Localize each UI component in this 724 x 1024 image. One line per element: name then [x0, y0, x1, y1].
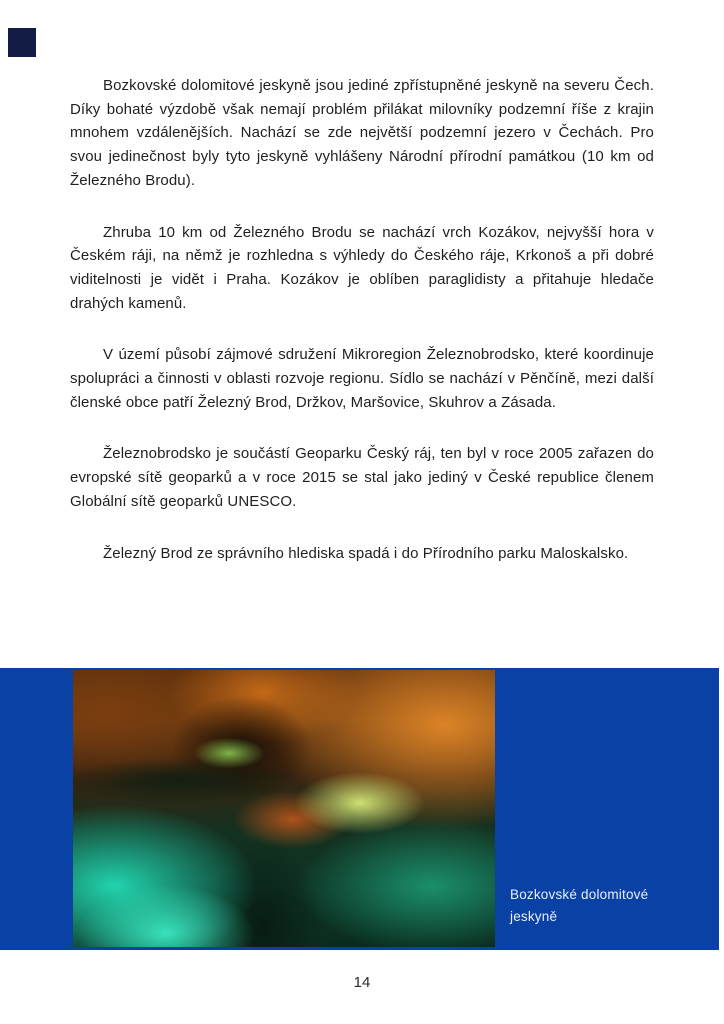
paragraph-2: Zhruba 10 km od Železného Brodu se nachází vrch Kozákov, nejvyšší hora v Českém ráji, na němž je rozhledna s výhledy do Českého ráje, Krkonoš a při dobré viditelnosti je vidět i Praha. Kozákov je oblíben paraglidisty a přitahuje hledače drahých kamenů.: [70, 223, 654, 312]
figure-caption: Bozkovské dolomitové jeskyně: [510, 887, 649, 924]
cave-photo: [73, 670, 495, 947]
paragraph-5: Železný Brod ze správního hlediska spadá i do Přírodního parku Maloskalsko.: [103, 544, 629, 562]
paragraph-1: Bozkovské dolomitové jeskyně jsou jediné zpřístupněné jeskyně na severu Čech. Díky bohaté výzdobě však nemají problém přilákat milovníky podzemní říše z krajin mnohem vzdálenějších. Nachází se zde největší podzemní jezero v Čechách. Pro svou jedinečnost byly tyto jeskyně vyhlášeny Národní přírodní památkou (10 km od Železného Brodu).: [70, 77, 654, 189]
page-number: 14: [353, 974, 371, 991]
corner-accent-square: [8, 28, 36, 57]
paragraph-3: V území působí zájmové sdružení Mikroregion Železnobrodsko, které koordinuje spolupráci a činnosti v oblasti rozvoje regionu. Sídlo se nachází v Pěnčíně, mezi další členské obce patří Železný Brod, Držkov, Maršovice, Skuhrov a Zásada.: [70, 346, 654, 411]
figure-band: [0, 668, 719, 950]
body-text: [70, 74, 654, 565]
paragraph-4: Železnobrodsko je součástí Geoparku Český ráj, ten byl v roce 2005 zařazen do evropské sítě geoparků a v roce 2015 se stal jako jediný v České republice členem Globální sítě geoparků UNESCO.: [70, 445, 654, 510]
